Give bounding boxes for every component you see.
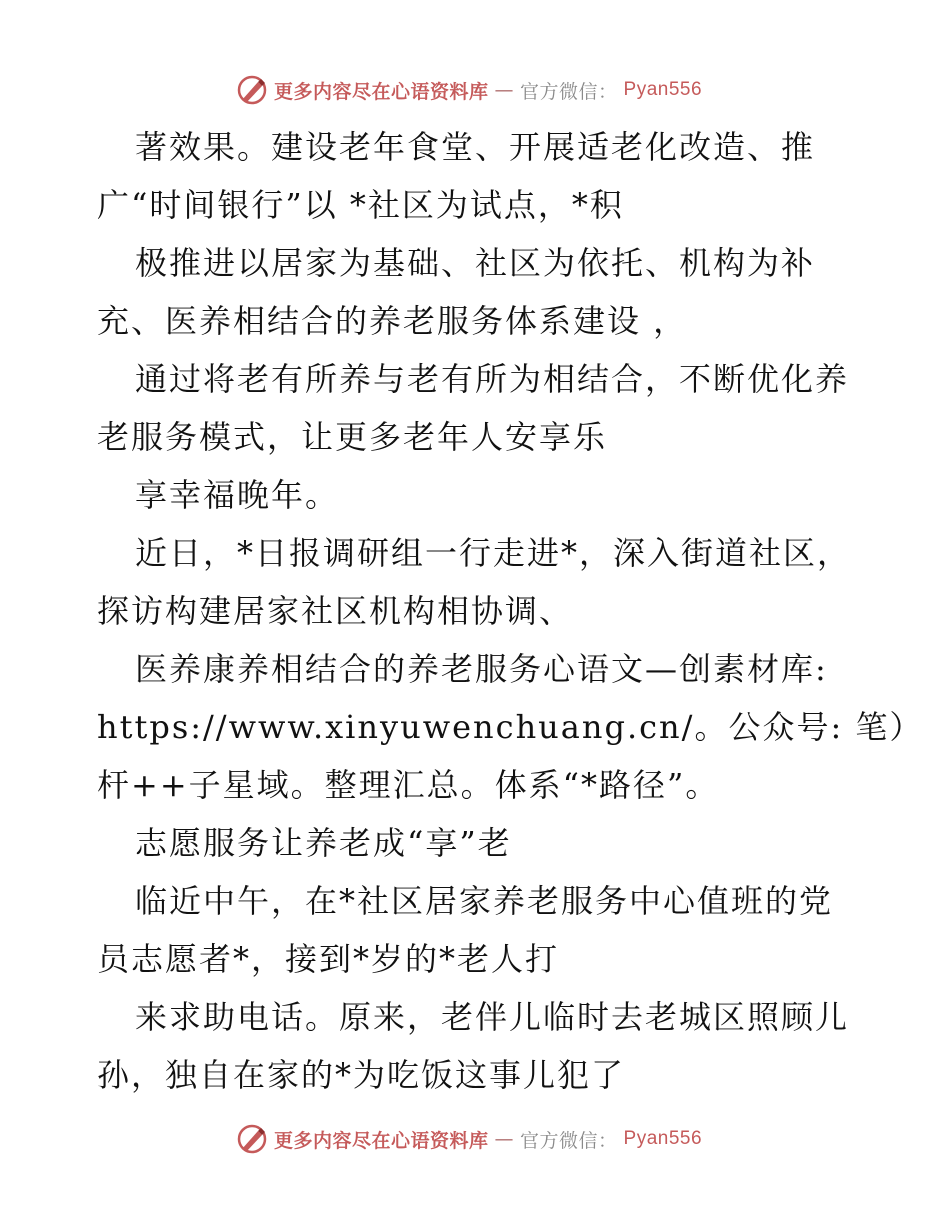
text-line: 近日，*日报调研组一行走进*，深入街道社区，	[135, 534, 852, 572]
watermark-main-text: 更多内容尽在心语资料库	[274, 1129, 489, 1152]
pen-logo-icon	[236, 1123, 268, 1155]
watermark-dash: —	[494, 1128, 515, 1150]
watermark-sub-text: 官方微信：	[520, 80, 618, 103]
text-line: 员志愿者*，接到*岁的*老人打	[97, 940, 560, 978]
watermark-id: Pyan556	[623, 1128, 703, 1149]
text-line: 来求助电话。原来，老伴儿临时去老城区照顾儿	[135, 998, 850, 1036]
pen-logo-icon	[236, 74, 268, 106]
watermark-main-text: 更多内容尽在心语资料库	[274, 80, 489, 103]
text-line: 通过将老有所养与老有所为相结合，不断优化养	[135, 360, 850, 398]
text-line-url: https://www.xinyuwenchuang.cn/。公众号: 笔）	[97, 708, 924, 746]
header-watermark	[236, 73, 702, 107]
text-line: 充、医养相结合的养老服务体系建设 ，	[97, 302, 688, 340]
footer-watermark	[236, 1122, 702, 1156]
watermark-dash: —	[494, 79, 515, 101]
text-line: 享幸福晚年。	[135, 476, 340, 514]
text-line: 老服务模式，让更多老年人安享乐	[97, 418, 608, 456]
text-line: 极推进以居家为基础、社区为依托、机构为补	[135, 244, 816, 282]
watermark-sub-text: 官方微信：	[520, 1129, 618, 1152]
text-line: 临近中午，在*社区居家养老服务中心值班的党	[135, 882, 834, 920]
text-line: 医养康养相结合的养老服务心语文—创素材库:	[135, 650, 828, 688]
text-line: 广“时间银行”以 *社区为试点，*积	[97, 186, 624, 224]
text-line: 孙，独自在家的*为吃饭这事儿犯了	[97, 1056, 626, 1094]
section-heading: 志愿服务让养老成“享”老	[135, 824, 512, 862]
text-line: 探访构建居家社区机构相协调、	[97, 592, 574, 630]
body-text	[97, 118, 924, 1104]
text-line: 著效果。建设老年食堂、开展适老化改造、推	[135, 128, 816, 166]
watermark-id: Pyan556	[623, 79, 703, 100]
text-line: 杆++子星域。整理汇总。体系“*路径”。	[97, 766, 720, 804]
